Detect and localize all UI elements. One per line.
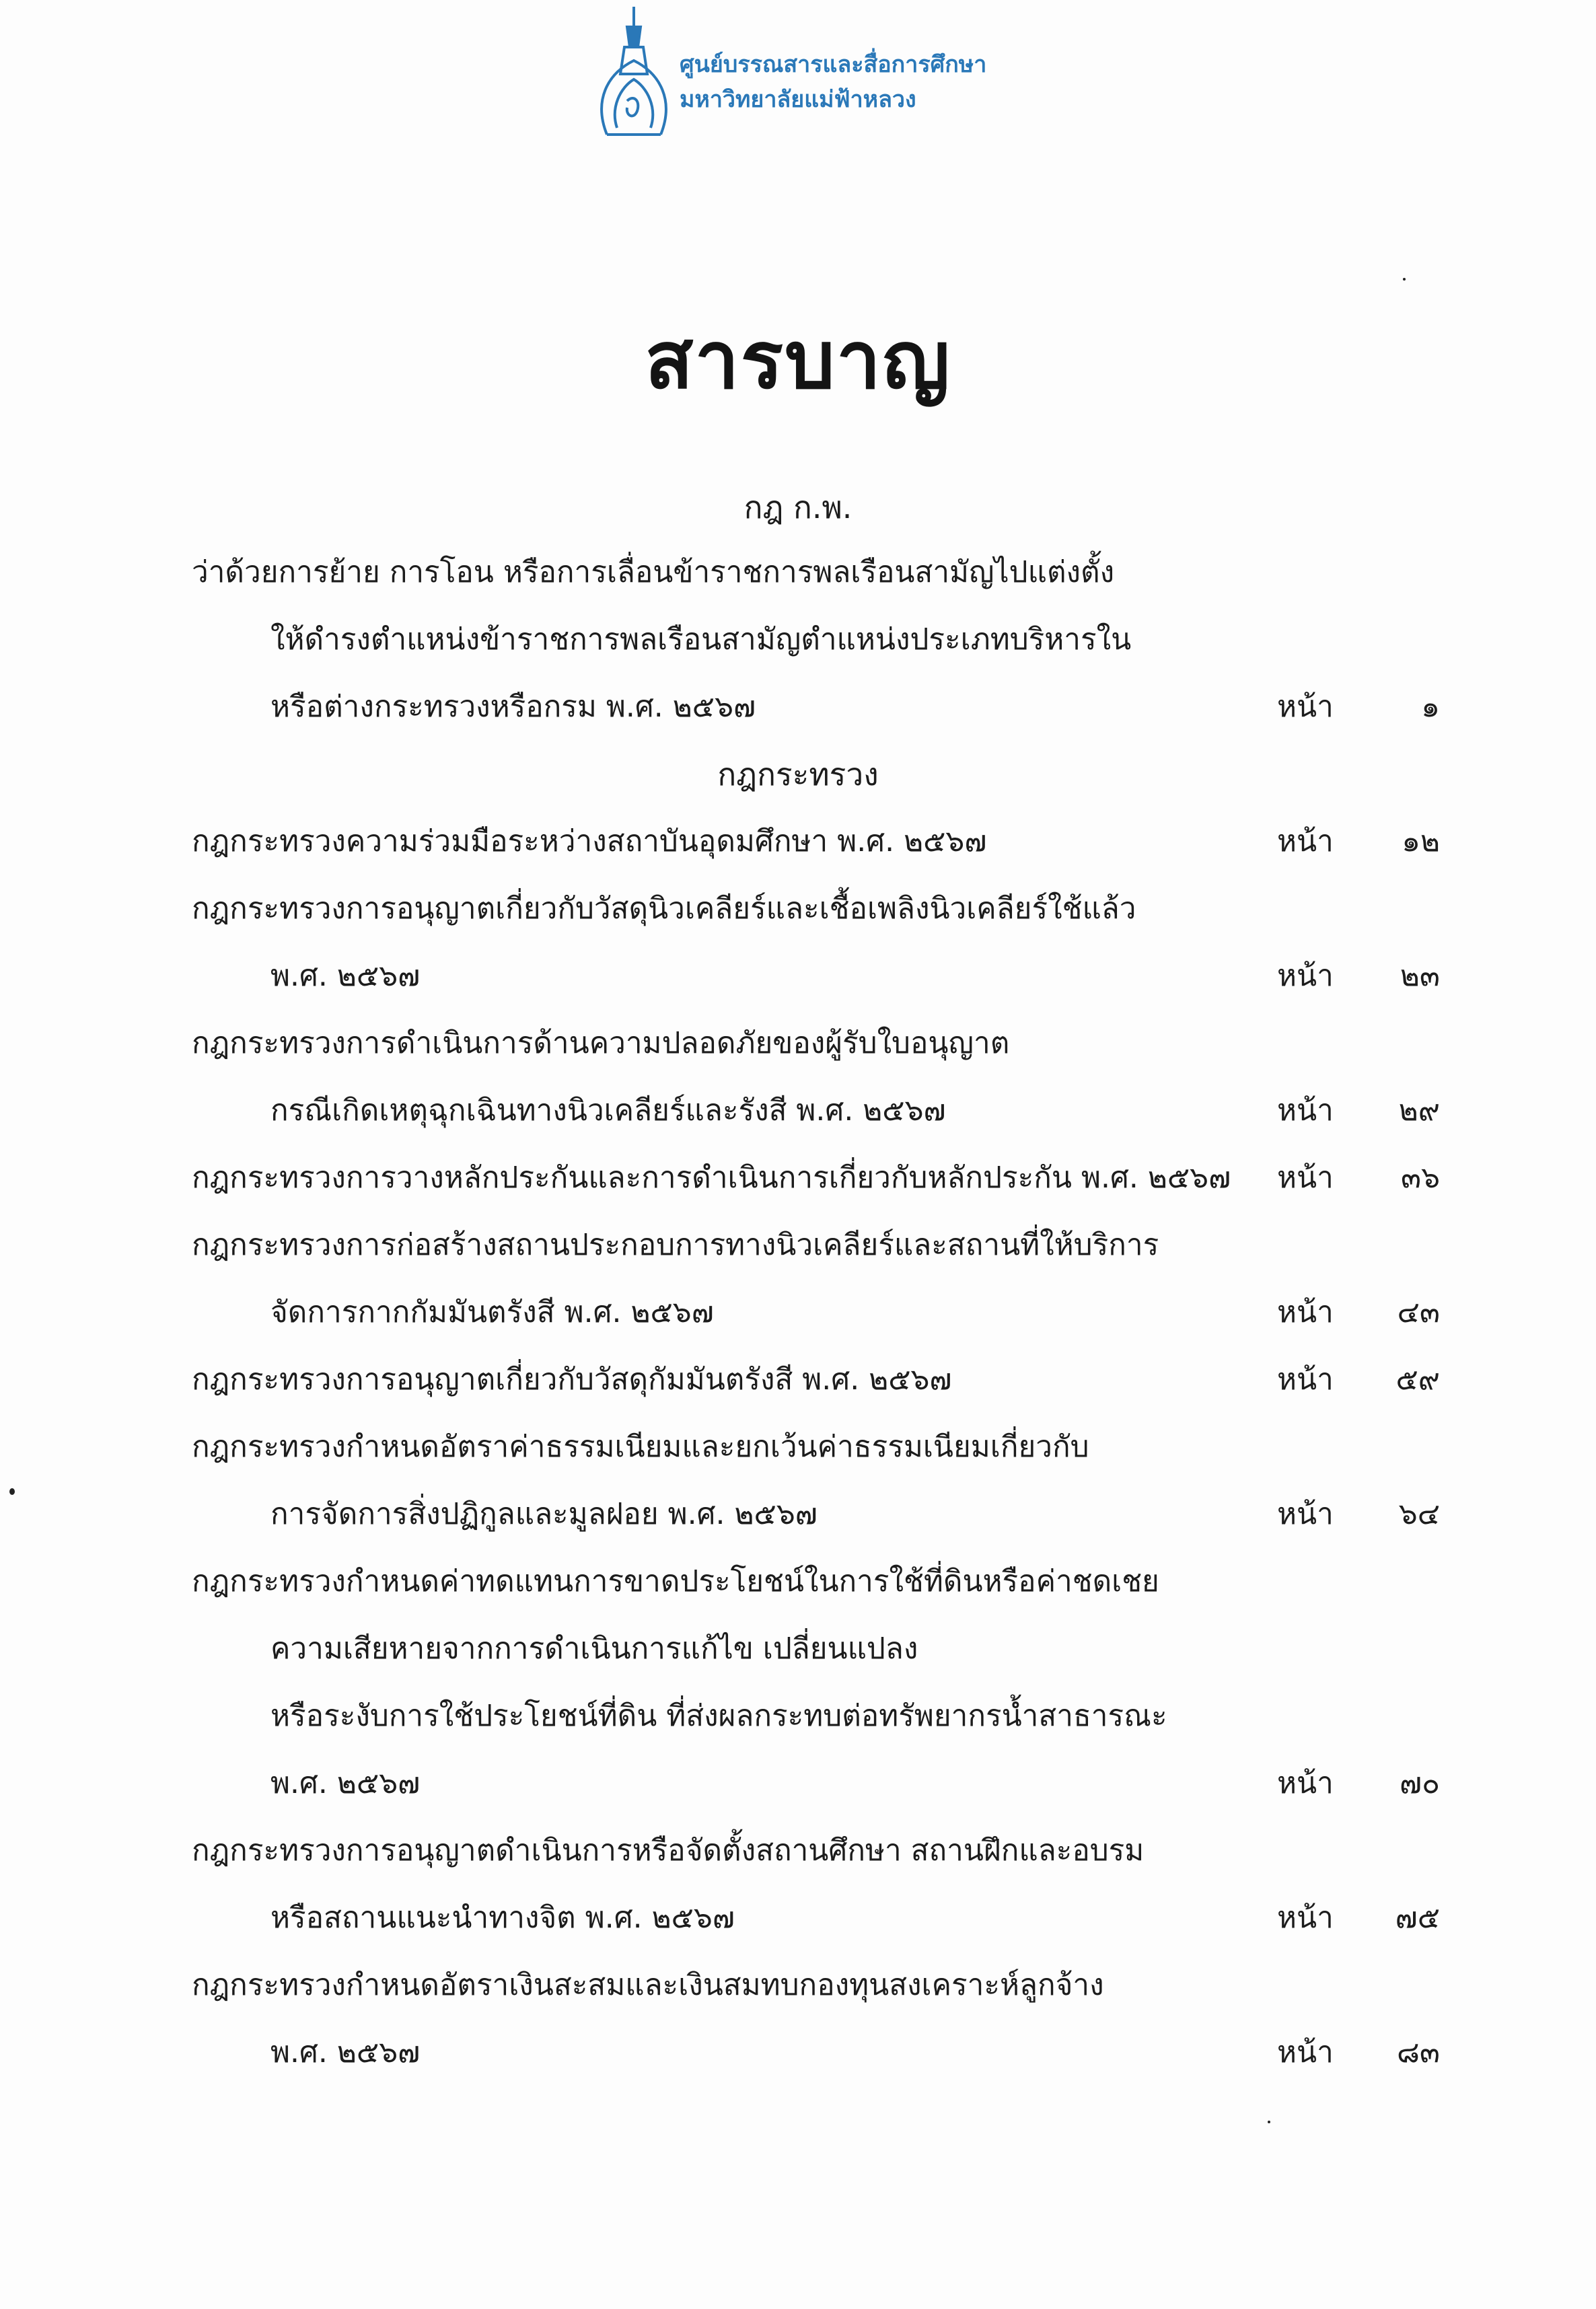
mfu-crest-icon [587,0,681,145]
page-label: หน้า [1277,1161,1334,1195]
page-number: ๑๒ [1402,824,1440,858]
scan-speck [9,1488,15,1495]
scan-speck [1403,278,1406,281]
toc-entry-line: หรือระงับการใช้ประโยชน์ที่ดิน ที่ส่งผลกระทบต่อทรัพยากรน้ำสาธารณะ [270,1699,1167,1733]
page-label: หน้า [1277,690,1334,724]
toc-entry-line: กฎกระทรวงการอนุญาตเกี่ยวกับวัสดุนิวเคลียร์และเชื้อเพลิงนิวเคลียร์ใช้แล้ว [192,891,1136,926]
toc-entry-line: หรือสถานแนะนำทางจิต พ.ศ. ๒๕๖๗ [270,1901,735,1935]
page-number: ๖๔ [1398,1497,1440,1531]
page-label: หน้า [1277,1362,1334,1397]
page-number: ๗๕ [1395,1901,1440,1935]
page-label: หน้า [1277,959,1334,993]
toc-entry-line: จัดการกากกัมมันตรังสี พ.ศ. ๒๕๖๗ [270,1295,714,1329]
page-number: ๗๐ [1400,1766,1440,1800]
page-number: ๘๓ [1396,2035,1440,2069]
toc-entry-line: กฎกระทรวงกำหนดค่าทดแทนการขาดประโยชน์ในการใช้ที่ดินหรือค่าชดเชย [192,1564,1159,1599]
toc-entry-line: กฎกระทรวงกำหนดอัตราค่าธรรมเนียมและยกเว้นค่าธรรมเนียมเกี่ยวกับ [192,1430,1089,1464]
toc-entry-line: การจัดการสิ่งปฏิกูลและมูลฝอย พ.ศ. ๒๕๖๗ [270,1497,818,1531]
toc-entry-line: กฎกระทรวงการอนุญาตเกี่ยวกับวัสดุกัมมันตรังสี พ.ศ. ๒๕๖๗ [192,1362,952,1397]
page-label: หน้า [1277,1497,1334,1531]
library-stamp-text [680,47,986,117]
page-label: หน้า [1277,1901,1334,1935]
page-label: หน้า [1277,2035,1334,2069]
page-title: สารบาญ [645,313,951,406]
section-heading: กฎกระทรวง [717,756,879,793]
toc-entry-line: กฎกระทรวงการก่อสร้างสถานประกอบการทางนิวเคลียร์และสถานที่ให้บริการ [192,1228,1159,1262]
toc-entry-line: กฎกระทรวงการวางหลักประกันและการดำเนินการเกี่ยวกับหลักประกัน พ.ศ. ๒๕๖๗ [192,1161,1231,1195]
page-label: หน้า [1277,1093,1334,1128]
toc-entry-line: กฎกระทรวงกำหนดอัตราเงินสะสมและเงินสมทบกองทุนสงเคราะห์ลูกจ้าง [192,1968,1104,2002]
toc-entry-line: กรณีเกิดเหตุฉุกเฉินทางนิวเคลียร์และรังสี พ.ศ. ๒๕๖๗ [270,1093,946,1128]
toc-entry-line: กฎกระทรวงความร่วมมือระหว่างสถาบันอุดมศึกษา พ.ศ. ๒๕๖๗ [192,824,987,858]
toc-entry-line: พ.ศ. ๒๕๖๗ [270,2035,421,2069]
toc-entry-line: ให้ดำรงตำแหน่งข้าราชการพลเรือนสามัญตำแหน่งประเภทบริหารใน [270,622,1132,657]
page-number: ๑ [1421,690,1440,724]
page-label: หน้า [1277,1295,1334,1329]
toc-entry-line: ความเสียหายจากการดำเนินการแก้ไข เปลี่ยนแปลง [270,1632,918,1666]
page-number: ๓๖ [1400,1161,1440,1195]
stamp-line-1: ศูนย์บรรณสารและสื่อการศึกษา [680,51,987,78]
toc-entry-line: ว่าด้วยการย้าย การโอน หรือการเลื่อนข้าราชการพลเรือนสามัญไปแต่งตั้ง [192,555,1115,589]
toc-entry-line: กฎกระทรวงการอนุญาตดำเนินการหรือจัดตั้งสถานศึกษา สถานฝึกและอบรม [192,1833,1145,1868]
toc-entry-line: กฎกระทรวงการดำเนินการด้านความปลอดภัยของผู้รับใบอนุญาต [192,1026,1010,1060]
page-number: ๕๙ [1395,1362,1440,1397]
page-number: ๒๙ [1398,1093,1440,1128]
page-label: หน้า [1277,1766,1334,1800]
toc-entry-line: หรือต่างกระทรวงหรือกรม พ.ศ. ๒๕๖๗ [270,690,756,724]
page-number: ๔๓ [1397,1295,1440,1329]
page-label: หน้า [1277,824,1334,858]
scan-speck [1268,2121,1270,2123]
toc-entry-line: พ.ศ. ๒๕๖๗ [270,1766,421,1800]
stamp-line-2: มหาวิทยาลัยแม่ฟ้าหลวง [680,86,916,113]
toc-entry-line: พ.ศ. ๒๕๖๗ [270,959,421,993]
section-heading: กฎ ก.พ. [743,489,853,525]
page-number: ๒๓ [1400,959,1440,993]
